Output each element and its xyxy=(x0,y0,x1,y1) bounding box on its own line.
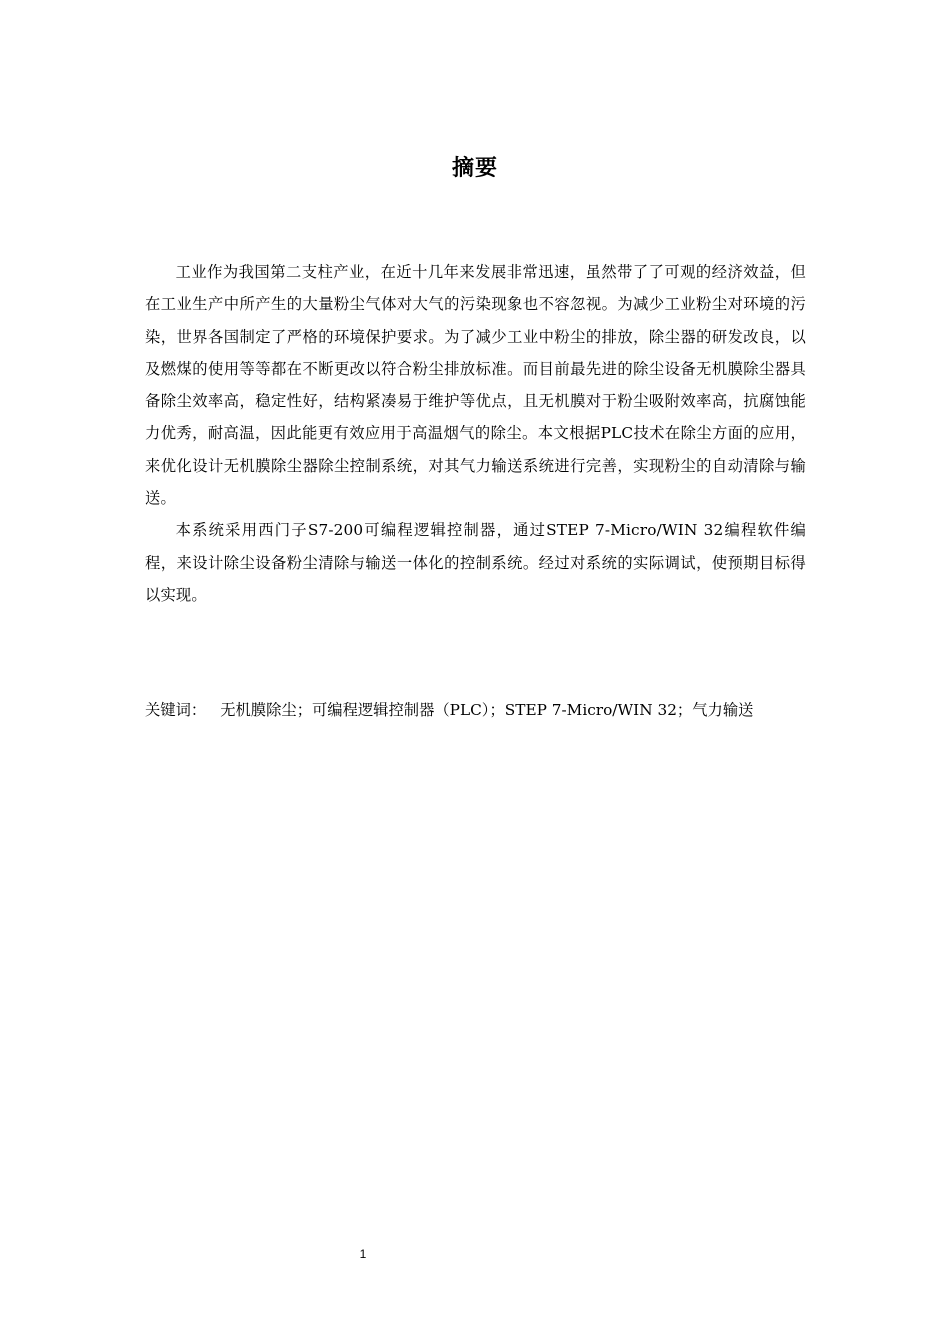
abstract-paragraph-1: 工业作为我国第二支柱产业，在近十几年来发展非常迅速，虽然带了了可观的经济效益，但在工业生产中所产生的大量粉尘气体对大气的污染现象也不容忽视。为减少工业粉尘对环境的污染，世界各国制定了严格的环境保护要求。为了减少工业中粉尘的排放，除尘器的研发改良，以及燃煤的使用等等都在不断更改以符合粉尘排放标准。而目前最先进的除尘设备无机膜除尘器具备除尘效率高，稳定性好，结构紧凑易于维护等优点，且无机膜对于粉尘吸附效率高，抗腐蚀能力优秀，耐高温，因此能更有效应用于高温烟气的除尘。本文根据PLC技术在除尘方面的应用，来优化设计无机膜除尘器除尘控制系统，对其气力输送系统进行完善，实现粉尘的自动清除与输送。 xyxy=(145,263,806,508)
keywords-text: 无机膜除尘；可编程逻辑控制器（PLC）；STEP 7-Micro/WIN 32；气力输送 xyxy=(220,701,754,719)
abstract-body xyxy=(145,256,806,611)
keywords-line xyxy=(145,694,806,726)
page-number: 1 xyxy=(359,1247,367,1261)
keywords-label: 关键词： xyxy=(145,701,207,719)
abstract-paragraph-2: 本系统采用西门子S7-200可编程逻辑控制器，通过STEP 7-Micro/WIN 32编程软件编程，来设计除尘设备粉尘清除与输送一体化的控制系统。经过对系统的实际调试，使预期目标得以实现。 xyxy=(145,521,806,604)
page-title: 摘要 xyxy=(451,156,498,181)
